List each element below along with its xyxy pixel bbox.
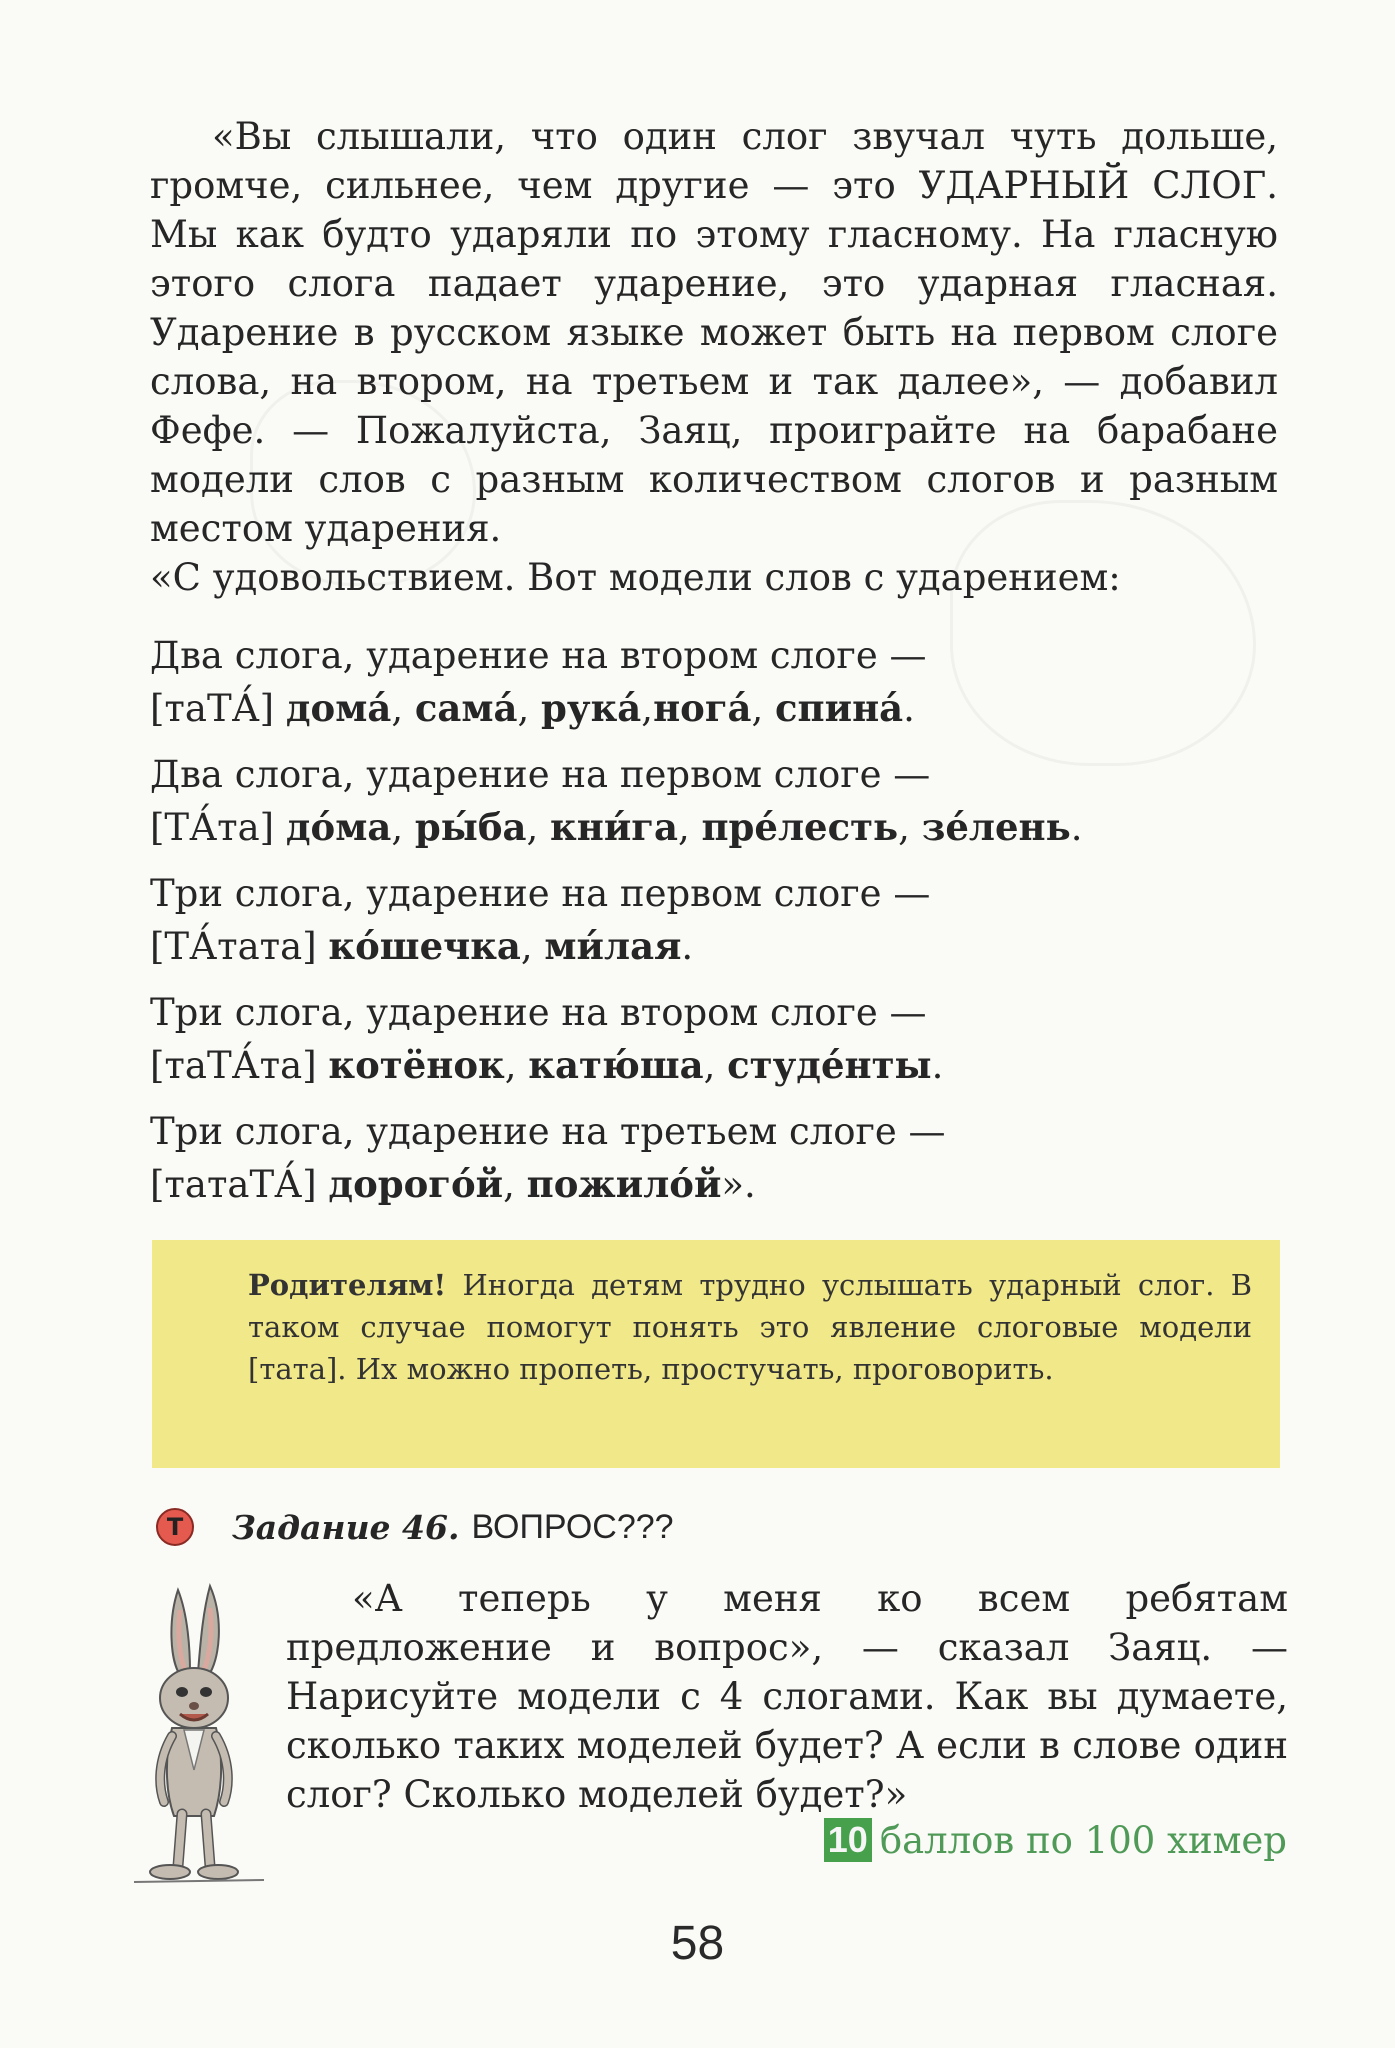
example-word: ми́лая [544, 924, 682, 968]
example-word: дома́ [285, 686, 392, 730]
word-separator: , [751, 687, 776, 730]
word-separator: , [391, 687, 415, 730]
word-separator: , [641, 687, 654, 730]
word-separator: , [526, 806, 551, 849]
score-points: 10 [824, 1818, 872, 1862]
t-circle-icon: Т [156, 1508, 194, 1546]
intro-lead: «С удовольствием. Вот модели слов с ударением: [150, 556, 1121, 599]
example-word: студе́нты [727, 1043, 932, 1087]
model-pattern: [таТА́] [150, 687, 275, 730]
page-number: 58 [670, 1917, 725, 1970]
stress-model [150, 1106, 1278, 1211]
example-word: ры́ба [414, 805, 527, 849]
example-word: сама́ [414, 686, 518, 730]
parent-note-heading: Родителям! [248, 1268, 447, 1302]
score-line [824, 1818, 1287, 1862]
example-word: зе́лень [921, 805, 1071, 849]
model-description: Три слога, ударение на втором слоге — [150, 991, 927, 1034]
task-text [286, 1574, 1288, 1819]
word-separator: . [931, 1044, 944, 1087]
example-word: катю́ша [528, 1043, 704, 1087]
word-separator: , [517, 687, 542, 730]
task-paragraph: «А теперь у меня ко всем ребятам предложение и вопрос», — сказал Заяц. — Нарисуйте модели с 4 слогами. Как вы думаете, сколько таких моделей будет? А если в слове один слог? Сколько моделей будет?» [286, 1577, 1288, 1816]
stress-model [150, 987, 1278, 1092]
model-pattern: [ТА́та] [150, 806, 275, 849]
model-description: Два слога, ударение на первом слоге — [150, 753, 931, 796]
example-word: котёнок [328, 1043, 505, 1087]
intro-paragraph: «Вы слышали, что один слог звучал чуть дольше, громче, сильнее, чем другие — это УДАРНЫЙ СЛОГ. Мы как будто ударяли по этому гласному. На гласную этого слога падает ударение, это ударная гласная. Ударение в русском языке может быть на первом слоге слова, на втором, на третьем и так далее», — добавил Фефе. — Пожалуйста, Заяц, проиграйте на барабане модели слов с разным количеством слогов и разным местом ударения. [150, 115, 1278, 550]
example-word: нога́ [653, 686, 752, 730]
model-description: Два слога, ударение на втором слоге — [150, 634, 927, 677]
word-separator: . [681, 925, 694, 968]
model-example-line [150, 920, 1278, 973]
example-word: до́ма [285, 805, 392, 849]
word-separator: . [1070, 806, 1083, 849]
model-pattern: [ТА́тата] [150, 925, 317, 968]
example-word: спина́ [775, 686, 904, 730]
example-word: пре́лесть [701, 805, 899, 849]
model-description: Три слога, ударение на третьем слоге — [150, 1110, 946, 1153]
word-separator: . [903, 687, 915, 730]
stress-model [150, 749, 1278, 854]
word-separator: , [677, 806, 702, 849]
example-word: пожило́й [526, 1162, 722, 1206]
model-pattern: [татаТА́] [150, 1163, 317, 1206]
word-separator: , [504, 1044, 529, 1087]
example-word: дорого́й [328, 1162, 504, 1206]
task-label: Задание 46. [232, 1507, 460, 1547]
model-description: Три слога, ударение на первом слоге — [150, 872, 931, 915]
model-example-line [150, 1158, 1278, 1211]
example-word: рука́ [541, 686, 642, 730]
stress-models-list [150, 630, 1278, 1225]
model-pattern: [таТА́та] [150, 1044, 317, 1087]
parent-note-text: Иногда детям трудно услышать ударный слог. В таком случае помогут понять это явление слоговые модели [тата]. Их можно пропеть, простучать, проговорить. [248, 1268, 1253, 1386]
word-separator: , [503, 1163, 527, 1206]
model-example-line [150, 682, 1278, 735]
word-separator: ». [721, 1163, 756, 1206]
word-separator: , [703, 1044, 728, 1087]
word-separator: , [391, 806, 415, 849]
stress-model [150, 868, 1278, 973]
intro-text [150, 112, 1278, 602]
example-word: кни́га [550, 805, 678, 849]
rabbit-illustration [128, 1580, 268, 1890]
score-text: баллов по 100 химер [879, 1818, 1287, 1862]
example-word: ко́шечка [328, 924, 521, 968]
word-separator: , [520, 925, 545, 968]
model-example-line [150, 801, 1278, 854]
task-header [156, 1502, 674, 1552]
word-separator: , [898, 806, 922, 849]
stress-model [150, 630, 1278, 735]
task-name: ВОПРОС??? [471, 1507, 674, 1546]
parent-note [152, 1240, 1280, 1468]
model-example-line [150, 1039, 1278, 1092]
